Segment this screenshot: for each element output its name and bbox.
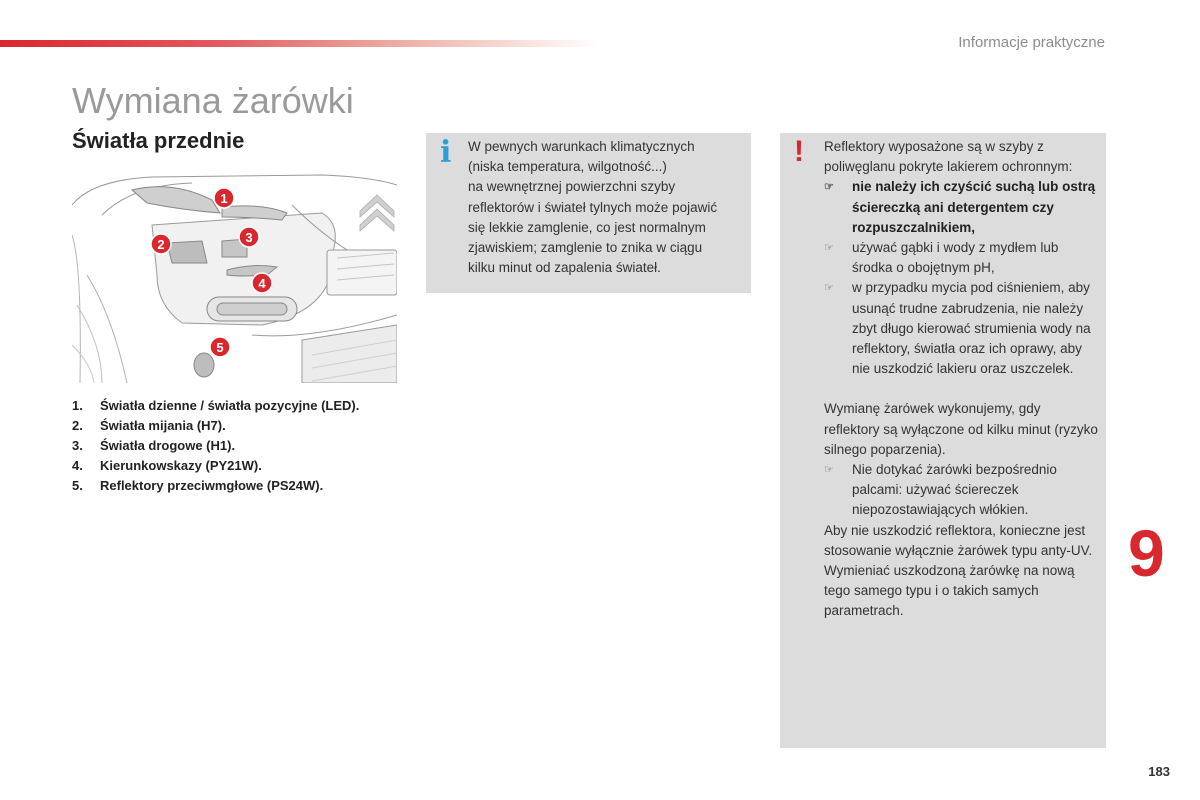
header-accent-bar [0,40,600,47]
callout-label-1: 1 [220,191,228,206]
callout-label-2: 2 [157,237,165,252]
info-line: na wewnętrznej powierzchni szyby [468,179,676,195]
legend-number: 3. [72,438,83,453]
legend-item [72,396,392,416]
headlight-illustration [72,165,397,383]
warning-para: Wymieniać uszkodzoną żarówkę na nową tego samego typu i o takich samych parametrach. [824,563,1075,619]
info-line: reflektorów i świateł tylnych może pojawić [468,199,718,215]
info-box [426,133,751,293]
pointing-hand-icon: ☞ [824,242,834,255]
legend-text: Światła mijania (H7). [100,418,226,433]
pointing-hand-icon: ☞ [824,282,834,295]
legend-item [72,456,392,476]
legend-text: Światła dzienne / światła pozycyjne (LED). [100,398,360,413]
legend-number: 5. [72,478,83,493]
list-item: ☞ Nie dotykać żarówki bezpośrednio palcami: używać ściereczek niepozostawiających włókien. [824,462,1057,518]
warning-para: Wymianę żarówek wykonujemy, gdy reflektory są wyłączone od kilku minut (ryzyko silnego poparzenia). [824,401,1098,457]
warning-icon: ! [794,135,804,168]
info-line: W pewnych warunkach klimatycznych [468,139,695,154]
section-title: Informacje praktyczne [958,34,1105,51]
section-subtitle: Światła przednie [72,128,245,153]
callout-4 [252,273,272,293]
page-number: 183 [1148,764,1170,779]
callout-label-4: 4 [258,276,266,291]
legend-item [72,416,392,436]
callout-1 [214,188,234,208]
warning-intro: Reflektory wyposażone są w szyby z poliwęglanu pokryte lakierem ochronnym: [824,139,1073,175]
pointing-hand-icon: ☞ [824,181,834,194]
touch-list [824,460,1098,521]
legend-text: Kierunkowskazy (PY21W). [100,458,262,473]
callout-5 [210,337,230,357]
list-item: ☞ używać gąbki i wody z mydłem lub środka o obojętnym pH, [824,240,1059,276]
legend-text: Światła drogowe (H1). [100,438,236,453]
legend-number: 2. [72,418,83,433]
info-line: zjawiskiem; zamglenie to znika w ciągu [468,240,703,256]
legend-number: 1. [72,398,83,413]
warning-para: Aby nie uszkodzić reflektora, konieczne jest stosowanie wyłącznie żarówek typu anty-UV. [824,522,1093,558]
legend-item [72,436,392,456]
warning-box [780,133,1106,748]
info-line: się lekkie zamglenie, co jest normalnym [468,219,706,235]
callout-label-5: 5 [216,340,224,355]
legend-number: 4. [72,458,83,473]
callout-label-3: 3 [245,230,253,245]
info-icon: i [440,135,452,170]
chevron-logo [360,195,394,231]
info-line: (niska temperatura, wilgotność...) [468,159,667,175]
info-line: kilku minut od zapalenia świateł. [468,260,661,276]
callout-2 [151,234,171,254]
chapter-number: 9 [1128,516,1165,590]
cleaning-list [824,177,1098,379]
pointing-hand-icon: ☞ [824,464,834,477]
list-item: ☞ w przypadku mycia pod ciśnieniem, aby usunąć trudne zabrudzenia, nie należy zbyt długo kierować strumienia wody na reflektory, światła oraz ich oprawy, aby nie uszkodzić lakieru oraz uszczelek. [824,280,1091,377]
legend-item [72,476,392,496]
bulb-legend [72,396,392,496]
callout-3 [239,227,259,247]
legend-text: Reflektory przeciwmgłowe (PS24W). [100,478,324,493]
info-text [468,137,743,278]
list-item: ☞ nie należy ich czyścić suchą lub ostrą ściereczką ani detergentem czy rozpuszczalnikiem, [824,179,1096,235]
page-title: Wymiana żarówki [72,80,354,121]
